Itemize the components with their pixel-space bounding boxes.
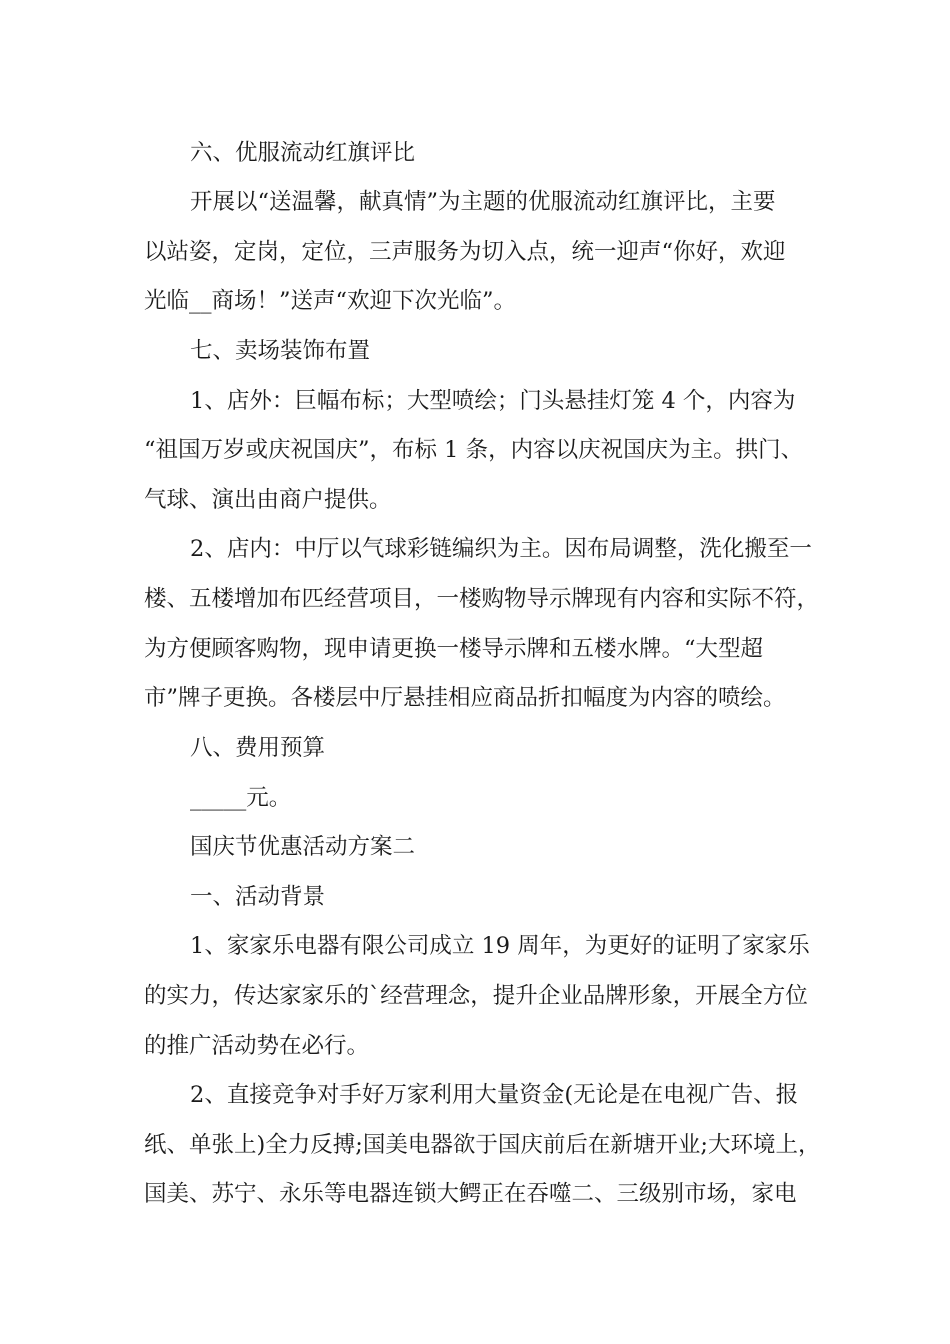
paragraph-line: 的实力，传达家家乐的`经营理念，提升企业品牌形象，开展全方位 [144, 983, 808, 1009]
paragraph-line: 楼、五楼增加布匹经营项目，一楼购物导示牌现有内容和实际不符， [144, 586, 820, 612]
paragraph-line: 国美、苏宁、永乐等电器连锁大鳄正在吞噬二、三级别市场，家电 [144, 1181, 797, 1207]
section-heading-6: 六、优服流动红旗评比 [190, 140, 416, 166]
paragraph-line: 2、店内：中厅以气球彩链编织为主。因布局调整，洗化搬至一 [190, 536, 812, 562]
paragraph-line: 为方便顾客购物，现申请更换一楼导示牌和五楼水牌。“大型超 [144, 636, 764, 662]
plan-title: 国庆节优惠活动方案二 [190, 834, 416, 860]
paragraph-line: 气球、演出由商户提供。 [144, 487, 392, 513]
paragraph-line: 光临__商场！”送声“欢迎下次光临”。 [144, 288, 517, 314]
paragraph-line: 纸、单张上)全力反搏;国美电器欲于国庆前后在新塘开业;大环境上， [144, 1132, 821, 1158]
paragraph-line: 以站姿，定岗，定位，三声服务为切入点，统一迎声“你好，欢迎 [144, 239, 786, 265]
paragraph-line: “祖国万岁或庆祝国庆”，布标 1 条，内容以庆祝国庆为主。拱门、 [144, 437, 804, 463]
paragraph-line: 1、家家乐电器有限公司成立 19 周年，为更好的证明了家家乐 [190, 933, 810, 959]
paragraph-line: 开展以“送温馨，献真情”为主题的优服流动红旗评比，主要 [190, 189, 776, 215]
paragraph-line: 1、店外：巨幅布标；大型喷绘；门头悬挂灯笼 4 个，内容为 [190, 388, 796, 414]
budget-line: _____元。 [190, 785, 292, 811]
section-heading-1: 一、活动背景 [190, 884, 326, 910]
paragraph-line: 市”牌子更换。各楼层中厅悬挂相应商品折扣幅度为内容的喷绘。 [144, 685, 786, 711]
section-heading-8: 八、费用预算 [190, 735, 326, 761]
paragraph-line: 的推广活动势在必行。 [144, 1033, 370, 1059]
paragraph-line: 2、直接竞争对手好万家利用大量资金(无论是在电视广告、报 [190, 1082, 799, 1108]
section-heading-7: 七、卖场装饰布置 [190, 338, 371, 364]
